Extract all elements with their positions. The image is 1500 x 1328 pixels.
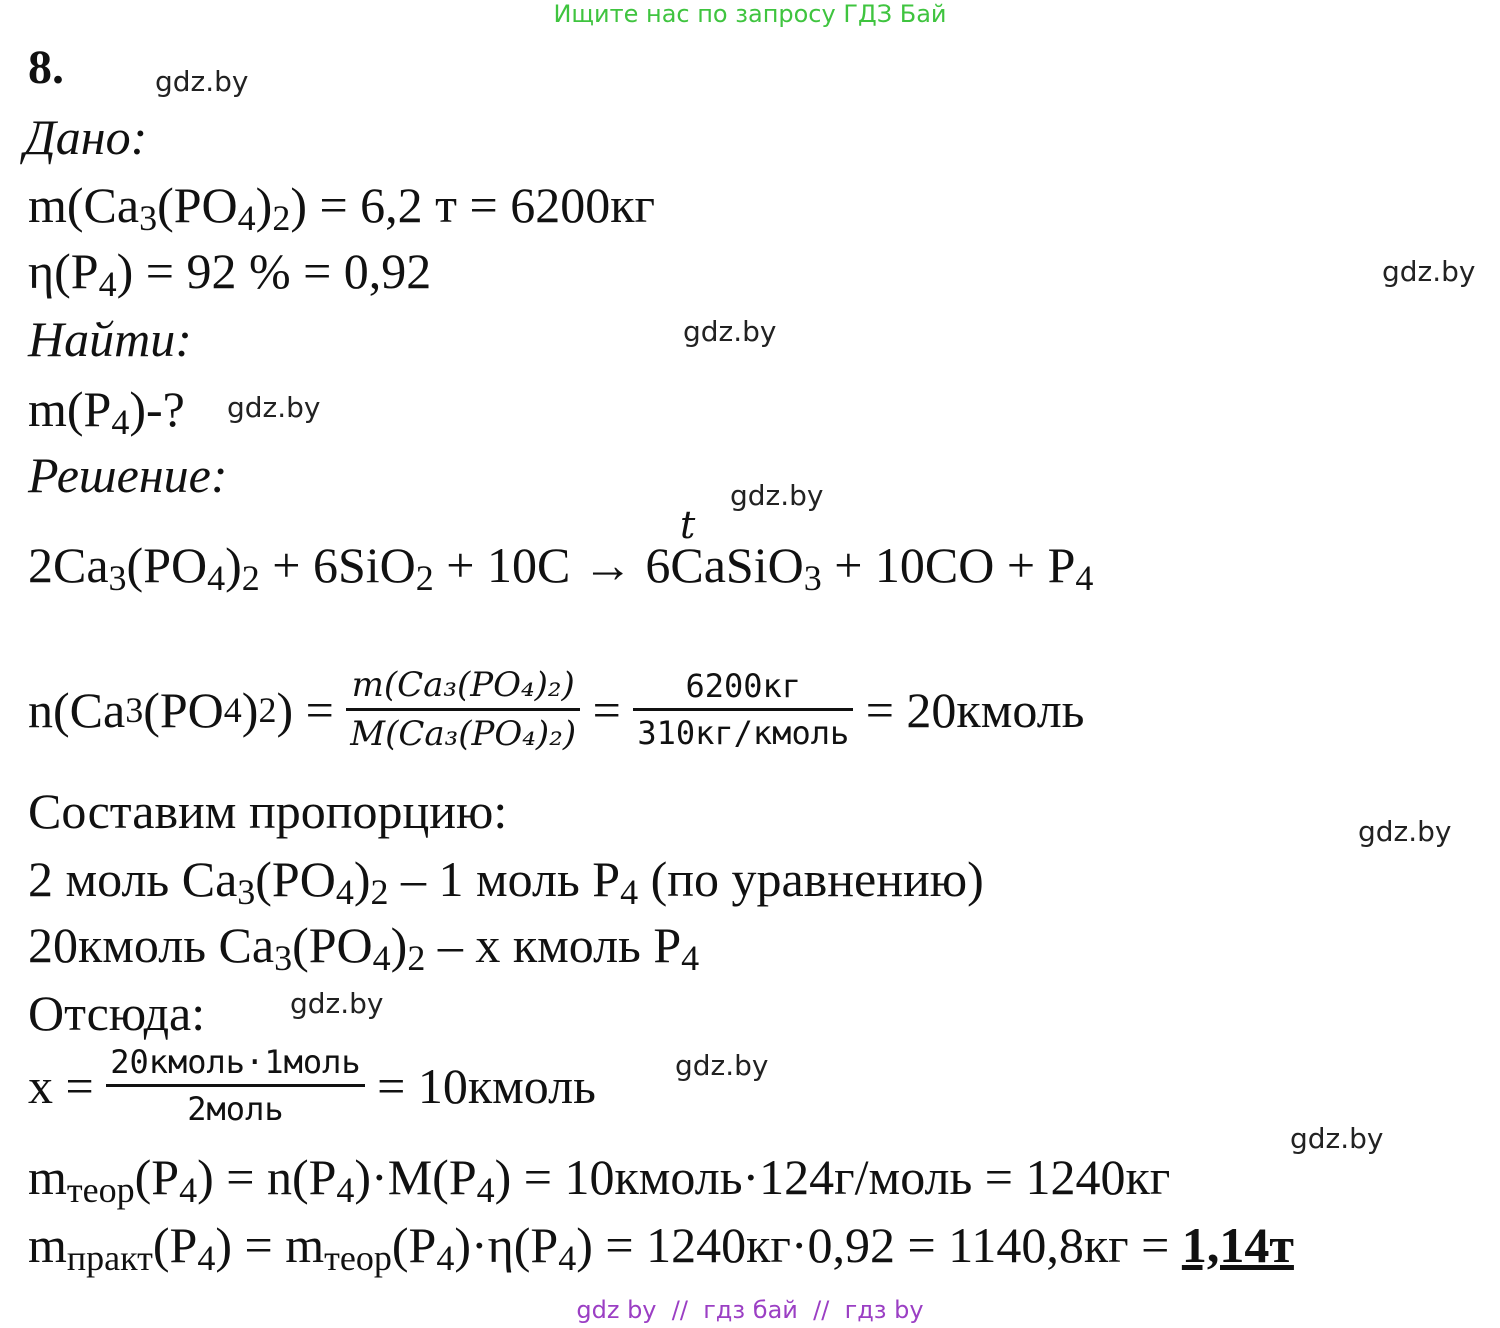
watermark: gdz.by [1290, 1122, 1384, 1155]
solution-heading: Решение: [28, 447, 228, 503]
watermark: gdz.by [675, 1049, 769, 1082]
watermark: gdz.by [227, 391, 321, 424]
practical-mass-line: $m_{практ}(P_4) = m_{теор}(P_4)\cdot\eta(P_4) = 1240кг\cdot 0,92 = 1140,8кг = 1,14т$ [28, 1217, 1294, 1278]
hence-heading: Отсюда: [28, 985, 206, 1041]
final-answer: 1,14т [1181, 1217, 1294, 1273]
watermark: gdz.by [730, 479, 824, 512]
find-line: $m(P_4)-$? [28, 381, 185, 442]
fraction-x: $\frac{\text{20кмоль·1моль}}{\text{2моль}}$ [106, 1046, 364, 1125]
reaction-arrow: → [582, 537, 633, 593]
theoretical-mass-line: $m_{теор}(P_4) = n(P_4)\cdot M(P_4)$ = 10кмоль·124г/моль = 1240кг [28, 1149, 1171, 1210]
watermark: gdz.by [290, 987, 384, 1020]
watermark: gdz.by [683, 315, 777, 348]
proportion-line-2: 20кмоль $Ca_3(PO_4)_2$ – x кмоль $P_4$ [28, 917, 700, 978]
given-heading: Дано: [24, 109, 148, 165]
task-number: 8. [28, 41, 64, 94]
watermark: gdz.by [1382, 255, 1476, 288]
x-calculation: x = $\frac{\text{20кмоль·1моль}}{\text{2моль}}$ = 10кмоль [28, 1043, 596, 1128]
given-mass-line: $m(Ca_3(PO_4)_2) = 6,2$ т = 6200кг [28, 177, 656, 238]
watermark: gdz.by [155, 65, 249, 98]
proportion-heading: Составим пропорцию: [28, 783, 508, 839]
footer-watermark: gdz by // гдз бай // гдз by [576, 1296, 924, 1324]
proportion-line-1: 2 моль $Ca_3(PO_4)_2 - 1$ моль $P_4$ (по уравнению) [28, 851, 984, 912]
watermark: gdz.by [1358, 815, 1452, 848]
find-heading: Найти: [28, 311, 192, 367]
reaction-equation: $2Ca_3(PO_4)_2 + 6SiO_2 + 10C$ → 6CaSiO$_3$ + $10CO + P_4$ [28, 537, 1094, 598]
fraction-values: $\frac{6200кг}{\text{310кг/кмоль}}$ [633, 670, 853, 749]
given-yield-line: $\eta(P_4) = 92$ % = 0,92 [28, 243, 432, 304]
moles-calculation: n(Ca 3 (PO 4 ) 2 ) = $\frac{\text{m(Ca₃(PO₄)₂)}}{\text{M(Ca₃(PO₄)₂)}}$ = $\frac{6200кг}{\text{310кг/кмоль}}$ = 20кмоль [28, 665, 1085, 754]
fraction-formula: $\frac{\text{m(Ca₃(PO₄)₂)}}{\text{M(Ca₃(PO₄)₂)}}$ [346, 668, 580, 751]
header-banner: Ищите нас по запросу ГДЗ Бай [553, 0, 947, 28]
arrow-label: t [680, 503, 696, 547]
